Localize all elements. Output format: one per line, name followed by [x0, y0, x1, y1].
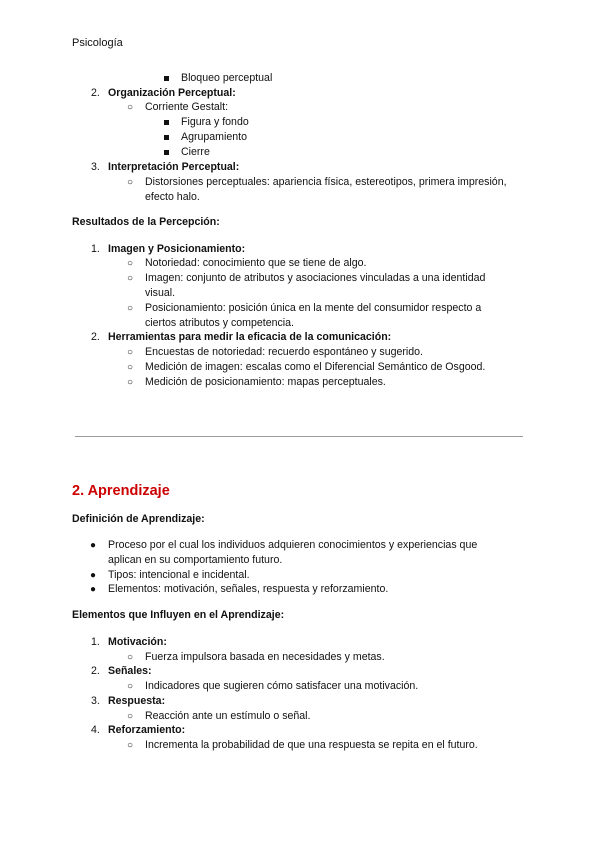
list-item: Elementos: motivación, señales, respuesta y reforzamiento.: [108, 583, 389, 595]
list-item: Incrementa la probabilidad de que una respuesta se repita en el futuro.: [145, 739, 478, 751]
list-item: Tipos: intencional e incidental.: [108, 569, 250, 581]
list-number: 1.: [91, 636, 100, 648]
list-item: Notoriedad: conocimiento que se tiene de algo.: [145, 257, 367, 269]
list-item-continuation: aplican en su comportamiento futuro.: [108, 554, 283, 566]
section-title: Motivación:: [108, 636, 167, 648]
list-number: 4.: [91, 724, 100, 736]
list-item: Corriente Gestalt:: [145, 101, 229, 113]
section-title: Reforzamiento:: [108, 724, 186, 736]
list-item-continuation: visual.: [145, 287, 176, 299]
circle-bullet-icon: ○: [127, 362, 134, 373]
section-title: Señales:: [108, 665, 152, 677]
list-item: Posicionamiento: posición única en la mente del consumidor respecto a: [145, 302, 482, 314]
square-bullet-icon: [164, 76, 169, 81]
list-number: 3.: [91, 695, 100, 707]
circle-bullet-icon: ○: [127, 681, 134, 692]
subheading: Definición de Aprendizaje:: [72, 513, 205, 525]
list-item: Cierre: [181, 146, 210, 158]
circle-bullet-icon: ○: [127, 377, 134, 388]
list-number: 2.: [91, 87, 100, 99]
section-title: Respuesta:: [108, 695, 166, 707]
circle-bullet-icon: ○: [127, 258, 134, 269]
list-item: Medición de imagen: escalas como el Diferencial Semántico de Osgood.: [145, 361, 486, 373]
list-item: Imagen: conjunto de atributos y asociaciones vinculadas a una identidad: [145, 272, 486, 284]
list-item: Agrupamiento: [181, 131, 247, 143]
circle-bullet-icon: ○: [127, 740, 134, 751]
disc-bullet-icon: ●: [90, 584, 97, 595]
list-item: Proceso por el cual los individuos adquieren conocimientos y experiencias que: [108, 539, 478, 551]
circle-bullet-icon: ○: [127, 303, 134, 314]
list-item: Bloqueo perceptual: [181, 72, 273, 84]
list-item: Reacción ante un estímulo o señal.: [145, 710, 311, 722]
list-number: 3.: [91, 161, 100, 173]
section-title: Interpretación Perceptual:: [108, 161, 240, 173]
list-item: Fuerza impulsora basada en necesidades y metas.: [145, 651, 385, 663]
circle-bullet-icon: ○: [127, 102, 134, 113]
circle-bullet-icon: ○: [127, 347, 134, 358]
list-number: 2.: [91, 665, 100, 677]
list-item: Figura y fondo: [181, 116, 249, 128]
list-item: Encuestas de notoriedad: recuerdo espontáneo y sugerido.: [145, 346, 423, 358]
horizontal-divider: [75, 436, 523, 437]
circle-bullet-icon: ○: [127, 652, 134, 663]
square-bullet-icon: [164, 150, 169, 155]
circle-bullet-icon: ○: [127, 177, 134, 188]
section-title: Herramientas para medir la eficacia de la comunicación:: [108, 331, 392, 343]
circle-bullet-icon: ○: [127, 273, 134, 284]
page-header: Psicología: [72, 37, 123, 49]
square-bullet-icon: [164, 120, 169, 125]
subheading: Resultados de la Percepción:: [72, 216, 220, 228]
section-title: Organización Perceptual:: [108, 87, 236, 99]
list-item-continuation: ciertos atributos y competencia.: [145, 317, 294, 329]
list-number: 2.: [91, 331, 100, 343]
subheading: Elementos que Influyen en el Aprendizaje:: [72, 609, 285, 621]
section-heading: 2. Aprendizaje: [72, 483, 170, 499]
list-item: Medición de posicionamiento: mapas perceptuales.: [145, 376, 386, 388]
list-item-continuation: efecto halo.: [145, 191, 200, 203]
list-item: Distorsiones perceptuales: apariencia física, estereotipos, primera impresión,: [145, 176, 507, 188]
disc-bullet-icon: ●: [90, 570, 97, 581]
disc-bullet-icon: ●: [90, 540, 97, 551]
list-number: 1.: [91, 243, 100, 255]
square-bullet-icon: [164, 135, 169, 140]
circle-bullet-icon: ○: [127, 711, 134, 722]
section-title: Imagen y Posicionamiento:: [108, 243, 246, 255]
list-item: Indicadores que sugieren cómo satisfacer una motivación.: [145, 680, 419, 692]
